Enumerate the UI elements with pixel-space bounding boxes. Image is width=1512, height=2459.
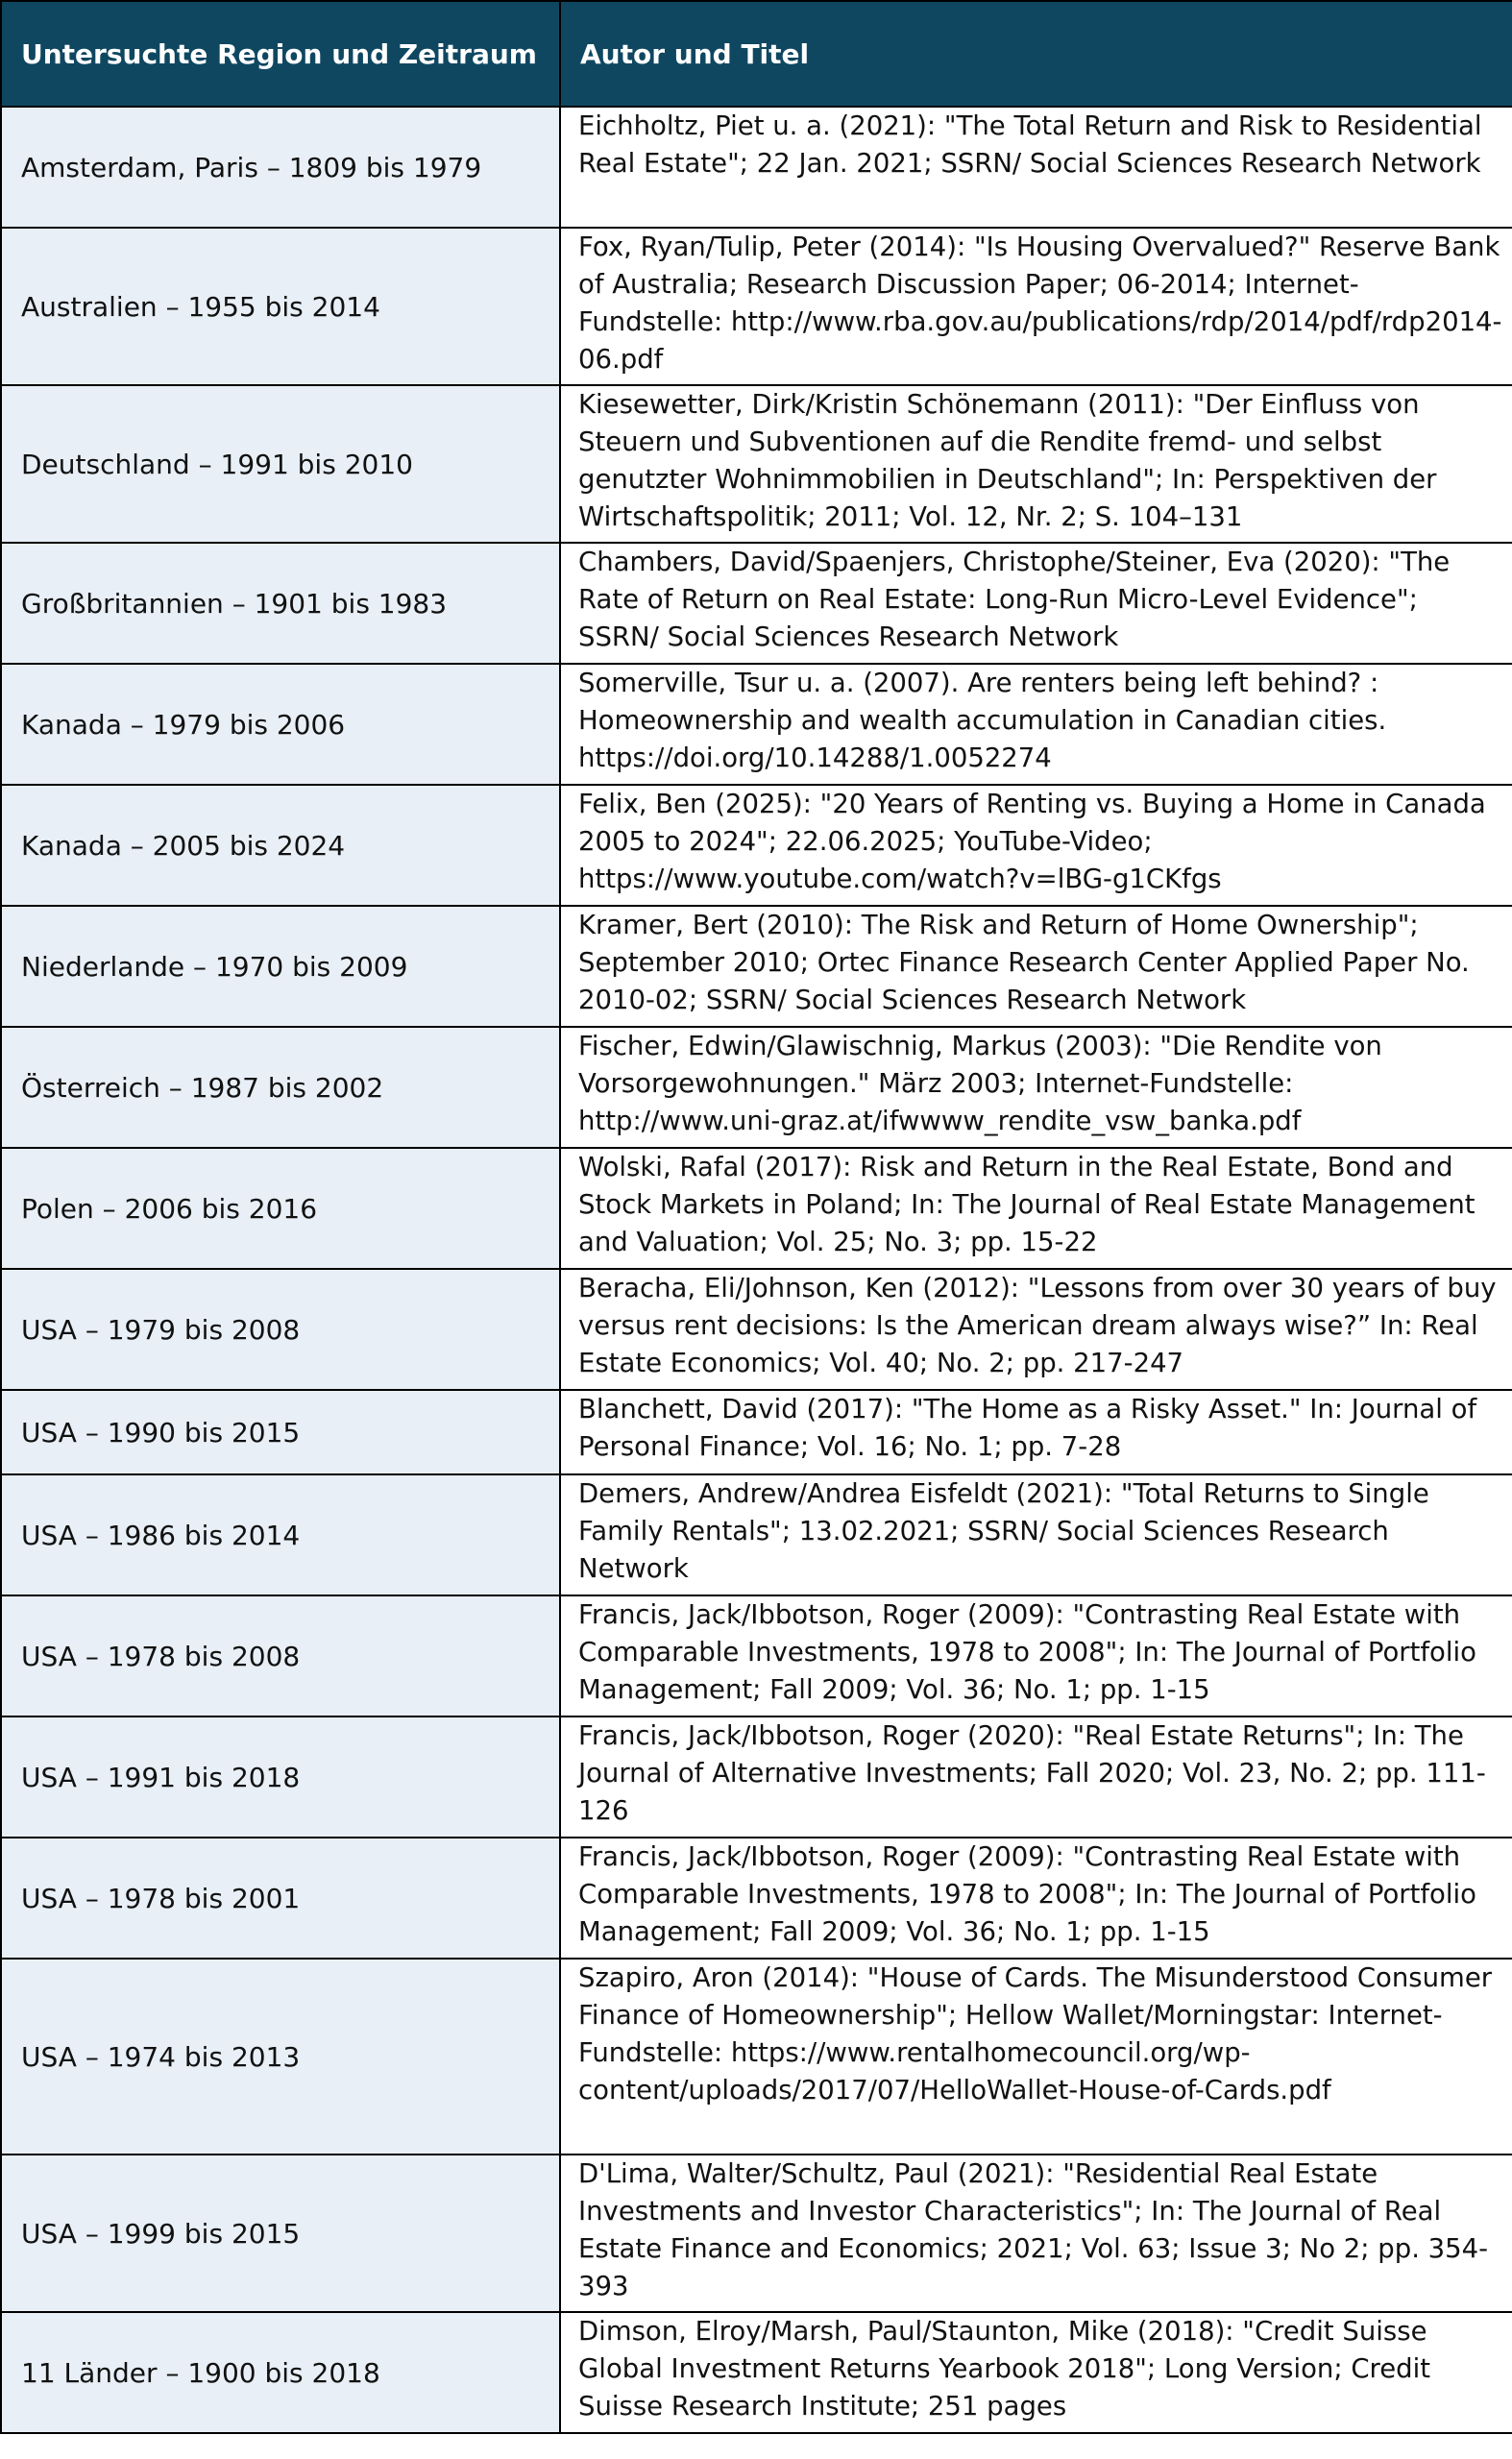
- table-row: [1, 1269, 1512, 1390]
- table-row: [1, 1474, 1512, 1595]
- region-cell: USA – 1999 bis 2015: [1, 2155, 560, 2312]
- table-row: [1, 906, 1512, 1027]
- reference-cell: Fox, Ryan/Tulip, Peter (2014): "Is Housing Overvalued?" Reserve Bank of Australia; Research Discussion Paper; 06-2014; Internet-Fundstelle: http://www.rba.gov.au/publications/rdp/2014/pdf/rdp2014-06.pdf: [560, 228, 1512, 385]
- region-cell: Österreich – 1987 bis 2002: [1, 1027, 560, 1148]
- reference-cell: D'Lima, Walter/Schultz, Paul (2021): "Residential Real Estate Investments and Investor Characteristics"; In: The Journal of Real Estate Finance and Economics; 2021; Vol. 63; Issue 3; No 2; pp. 354-393: [560, 2155, 1512, 2312]
- reference-cell: Felix, Ben (2025): "20 Years of Renting vs. Buying a Home in Canada 2005 to 2024"; 22.06.2025; YouTube-Video; https://www.youtube.com/watch?v=lBG-g1CKfgs: [560, 785, 1512, 906]
- region-cell: 11 Länder – 1900 bis 2018: [1, 2312, 560, 2433]
- reference-cell: Kramer, Bert (2010): The Risk and Return of Home Ownership"; September 2010; Ortec Finance Research Center Applied Paper No. 2010-02; SSRN/ Social Sciences Research Network: [560, 906, 1512, 1027]
- region-cell: Deutschland – 1991 bis 2010: [1, 385, 560, 543]
- table-row: [1, 1390, 1512, 1474]
- reference-cell: Eichholtz, Piet u. a. (2021): "The Total Return and Risk to Residential Real Estate"; 22 Jan. 2021; SSRN/ Social Sciences Research Network: [560, 107, 1512, 228]
- table-row: [1, 664, 1512, 785]
- reference-cell: Somerville, Tsur u. a. (2007). Are renters being left behind? : Homeownership and wealth accumulation in Canadian cities. https://doi.org/10.14288/1.0052274: [560, 664, 1512, 785]
- region-cell: USA – 1991 bis 2018: [1, 1716, 560, 1838]
- region-cell: Kanada – 1979 bis 2006: [1, 664, 560, 785]
- reference-cell: Beracha, Eli/Johnson, Ken (2012): "Lessons from over 30 years of buy versus rent decisions: Is the American dream always wise?” In: Real Estate Economics; Vol. 40; No. 2; pp. 217-247: [560, 1269, 1512, 1390]
- table-row: [1, 107, 1512, 228]
- reference-cell: Dimson, Elroy/Marsh, Paul/Staunton, Mike (2018): "Credit Suisse Global Investment Returns Yearbook 2018"; Long Version; Credit Suisse Research Institute; 251 pages: [560, 2312, 1512, 2433]
- region-cell: Kanada – 2005 bis 2024: [1, 785, 560, 906]
- header-author-title: Autor und Titel: [560, 1, 1512, 107]
- table-row: [1, 1027, 1512, 1148]
- reference-cell: Kiesewetter, Dirk/Kristin Schönemann (2011): "Der Einfluss von Steuern und Subventionen auf die Rendite fremd- und selbst genutzter Wohnimmobilien in Deutschland"; In: Perspektiven der Wirtschaftspolitik; 2011; Vol. 12, Nr. 2; S. 104–131: [560, 385, 1512, 543]
- region-cell: Großbritannien – 1901 bis 1983: [1, 543, 560, 664]
- region-cell: USA – 1990 bis 2015: [1, 1390, 560, 1474]
- table-row: [1, 2312, 1512, 2433]
- table-row: [1, 1838, 1512, 1959]
- table-row: [1, 1595, 1512, 1716]
- region-cell: USA – 1978 bis 2001: [1, 1838, 560, 1959]
- reference-cell: Chambers, David/Spaenjers, Christophe/Steiner, Eva (2020): "The Rate of Return on Real Estate: Long-Run Micro-Level Evidence"; SSRN/ Social Sciences Research Network: [560, 543, 1512, 664]
- region-cell: USA – 1978 bis 2008: [1, 1595, 560, 1716]
- reference-cell: Blanchett, David (2017): "The Home as a Risky Asset." In: Journal of Personal Finance; Vol. 16; No. 1; pp. 7-28: [560, 1390, 1512, 1474]
- table-row: [1, 785, 1512, 906]
- reference-cell: Szapiro, Aron (2014): "House of Cards. The Misunderstood Consumer Finance of Homeownership"; Hellow Wallet/Morningstar: Internet-Fundstelle: https://www.rentalhomecouncil.org/wp-content/uploads/2017/07/HelloWallet-House-of-Cards.pdf: [560, 1959, 1512, 2155]
- region-cell: Australien – 1955 bis 2014: [1, 228, 560, 385]
- region-cell: Niederlande – 1970 bis 2009: [1, 906, 560, 1027]
- table-row: [1, 228, 1512, 385]
- region-cell: Polen – 2006 bis 2016: [1, 1148, 560, 1269]
- table-header-row: [1, 1, 1512, 107]
- reference-cell: Francis, Jack/Ibbotson, Roger (2020): "Real Estate Returns"; In: The Journal of Alternative Investments; Fall 2020; Vol. 23, No. 2; pp. 111-126: [560, 1716, 1512, 1838]
- reference-cell: Wolski, Rafal (2017): Risk and Return in the Real Estate, Bond and Stock Markets in Poland; In: The Journal of Real Estate Management and Valuation; Vol. 25; No. 3; pp. 15-22: [560, 1148, 1512, 1269]
- table-row: [1, 543, 1512, 664]
- region-cell: USA – 1986 bis 2014: [1, 1474, 560, 1595]
- table-row: [1, 1959, 1512, 2155]
- reference-cell: Francis, Jack/Ibbotson, Roger (2009): "Contrasting Real Estate with Comparable Investments, 1978 to 2008"; In: The Journal of Portfolio Management; Fall 2009; Vol. 36; No. 1; pp. 1-15: [560, 1595, 1512, 1716]
- reference-cell: Demers, Andrew/Andrea Eisfeldt (2021): "Total Returns to Single Family Rentals"; 13.02.2021; SSRN/ Social Sciences Research Network: [560, 1474, 1512, 1595]
- table-row: [1, 1148, 1512, 1269]
- table-row: [1, 385, 1512, 543]
- region-cell: USA – 1974 bis 2013: [1, 1959, 560, 2155]
- table-row: [1, 2155, 1512, 2312]
- table-row: [1, 1716, 1512, 1838]
- region-cell: USA – 1979 bis 2008: [1, 1269, 560, 1390]
- reference-cell: Fischer, Edwin/Glawischnig, Markus (2003): "Die Rendite von Vorsorgewohnungen." März 2003; Internet-Fundstelle: http://www.uni-graz.at/ifwwww_rendite_vsw_banka.pdf: [560, 1027, 1512, 1148]
- header-region: Untersuchte Region und Zeitraum: [1, 1, 560, 107]
- reference-cell: Francis, Jack/Ibbotson, Roger (2009): "Contrasting Real Estate with Comparable Investments, 1978 to 2008"; In: The Journal of Portfolio Management; Fall 2009; Vol. 36; No. 1; pp. 1-15: [560, 1838, 1512, 1959]
- region-cell: Amsterdam, Paris – 1809 bis 1979: [1, 107, 560, 228]
